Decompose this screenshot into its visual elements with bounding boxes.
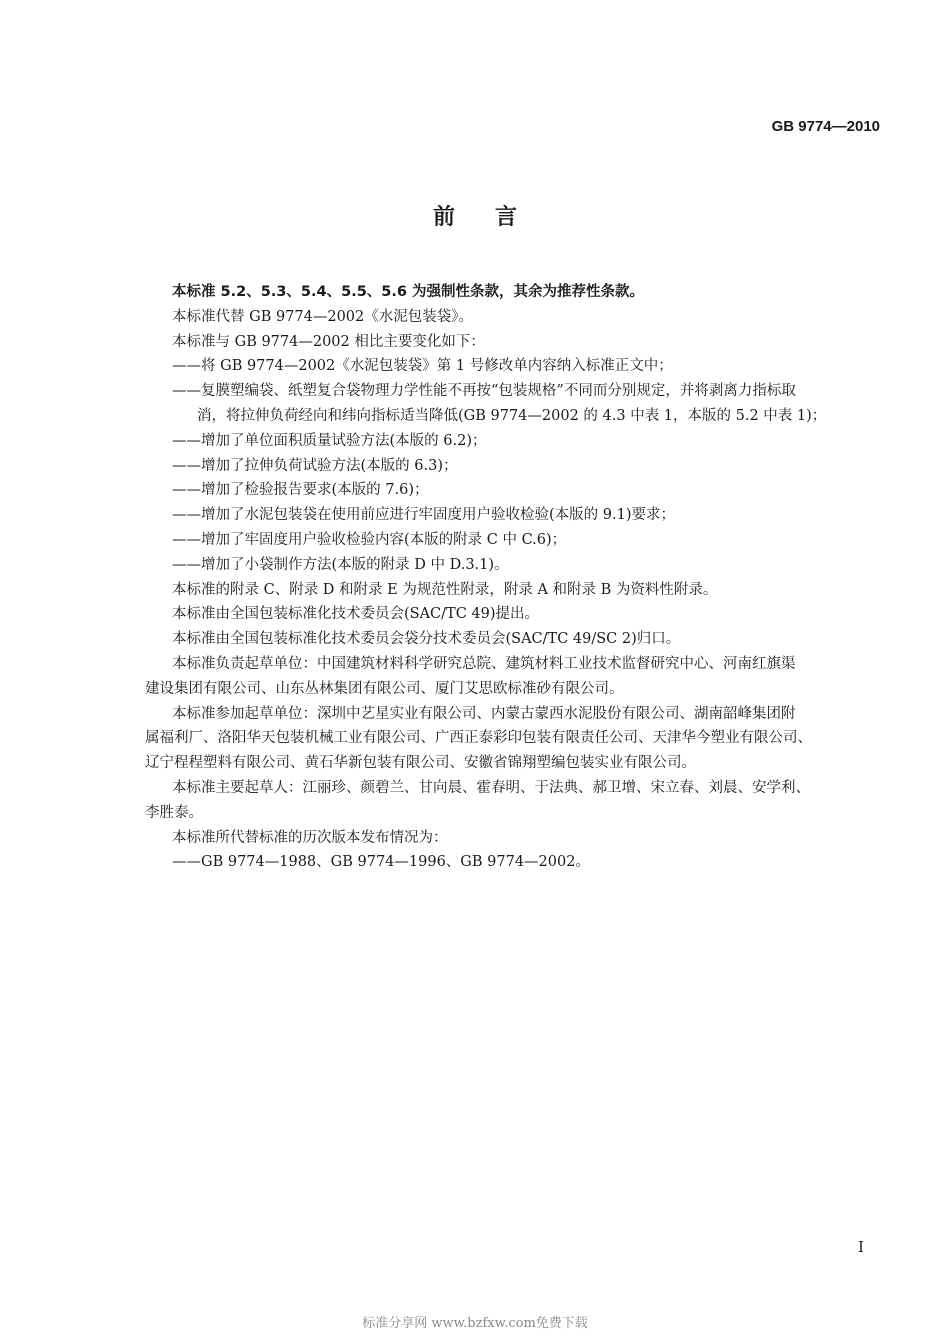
paragraph-line: 本标准参加起草单位：深圳中艺星实业有限公司、内蒙古蒙西水泥股份有限公司、湖南韶峰集团附: [172, 705, 796, 722]
paragraph-line: 本标准主要起草人：江丽珍、颜碧兰、甘向晨、霍春明、于法典、郝卫增、宋立春、刘晨、安学利、: [172, 779, 810, 796]
watermark: 标准分享网 www.bzfxw.com免费下载: [362, 1316, 588, 1331]
foreword-body: [145, 280, 885, 875]
list-item: ——增加了单位面积质量试验方法(本版的 6.2)；: [172, 432, 487, 449]
list-item: ——增加了检验报告要求(本版的 7.6)；: [172, 482, 429, 499]
paragraph-line: 辽宁程程塑料有限公司、黄石华新包装有限公司、安徽省锦翔塑编包装实业有限公司。: [145, 755, 696, 772]
paragraph-line: 本标准负责起草单位：中国建筑材料科学研究总院、建筑材料工业技术监督研究中心、河南红旗渠: [172, 655, 796, 672]
paragraph-line: 本标准代替 GB 9774—2002《水泥包装袋》。: [172, 308, 474, 325]
standard-number-header: GB 9774—2010: [771, 118, 880, 135]
list-item: ——增加了拉伸负荷试验方法(本版的 6.3)；: [172, 457, 458, 474]
list-item: ——GB 9774—1988、GB 9774—1996、GB 9774—2002。: [172, 854, 590, 871]
list-item: ——将 GB 9774—2002《水泥包装袋》第 1 号修改单内容纳入标准正文中；: [172, 358, 673, 375]
paragraph-line: 属福利厂、洛阳华天包装机械工业有限公司、广西正泰彩印包装有限责任公司、天津华今塑业有限公司、: [145, 730, 812, 747]
paragraph-line: 建设集团有限公司、山东丛林集团有限公司、厦门艾思欧标准砂有限公司。: [145, 680, 624, 697]
paragraph-line: 本标准由全国包装标准化技术委员会袋分技术委员会(SAC/TC 49/SC 2)归口。: [172, 631, 681, 648]
paragraph-line: 本标准的附录 C、附录 D 和附录 E 为规范性附录，附录 A 和附录 B 为资料性附录。: [172, 581, 718, 598]
paragraph-line: 李胜泰。: [145, 804, 203, 821]
paragraph-line: 本标准与 GB 9774—2002 相比主要变化如下：: [172, 333, 485, 350]
list-item-continuation: 消，将拉伸负荷经向和纬向指标适当降低(GB 9774—2002 的 4.3 中表 1，本版的 5.2 中表 1)；: [197, 407, 827, 424]
mandatory-clauses-line: 本标准 5.2、5.3、5.4、5.5、5.6 为强制性条款，其余为推荐性条款。: [172, 284, 645, 300]
list-item: ——增加了牢固度用户验收检验内容(本版的附录 C 中 C.6)；: [172, 531, 567, 548]
paragraph-line: 本标准由全国包装标准化技术委员会(SAC/TC 49)提出。: [172, 606, 540, 623]
list-item: ——增加了小袋制作方法(本版的附录 D 中 D.3.1)。: [172, 556, 509, 573]
list-item: ——复膜塑编袋、纸塑复合袋物理力学性能不再按“包装规格”不同而分别规定，并将剥离力指标取: [172, 383, 796, 400]
page-title: 前言: [432, 205, 557, 230]
page-number: I: [858, 1238, 864, 1256]
paragraph-line: 本标准所代替标准的历次版本发布情况为：: [172, 829, 448, 846]
list-item: ——增加了水泥包装袋在使用前应进行牢固度用户验收检验(本版的 9.1)要求；: [172, 507, 675, 524]
